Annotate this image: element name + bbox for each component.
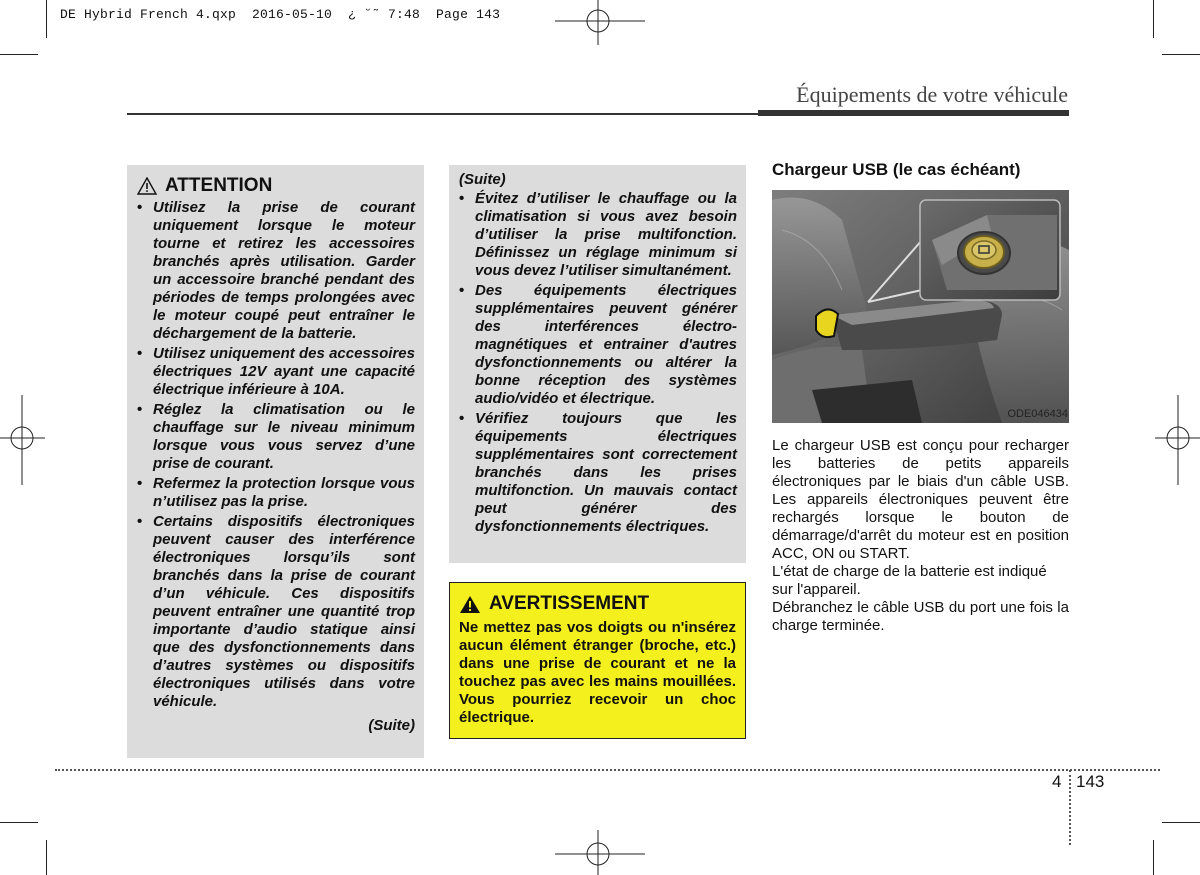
registration-mark-left-icon	[0, 395, 45, 485]
crop-mark-bottom-left-v	[46, 840, 47, 875]
crop-mark-bottom-right-h	[1162, 822, 1200, 823]
footer-rule	[55, 769, 1160, 771]
warning-title: AVERTISSEMENT	[489, 593, 650, 614]
paragraph: Le chargeur USB est conçu pour recharger les batteries de petits appareils électroniques par le biais d'un câble USB. Les appareils électroniques peuvent être rechargés lorsque le bouton de démarrage/d'arrêt du moteur est en position ACC, ON ou START.	[772, 437, 1069, 562]
warning-text: Ne mettez pas vos doigts ou n'insérez aucun élément étranger (broche, etc.) dans une prise de courant et ne la touchez pas avec les mains mouillées. Vous pourriez recevoir un choc électrique.	[459, 619, 736, 726]
list-item: • Des équipements électriques supplémentaires peuvent générer des interférences électro-magnétiques et entrainer d'autres dysfonctionnements ou altérer la bonne réception des systèmes audio/vidéo et électrique.	[459, 282, 737, 407]
list-item: • Réglez la climatisation ou le chauffage sur le niveau minimum lorsque vous vous servez d’une prise de courant.	[137, 401, 415, 472]
attention-heading	[137, 175, 415, 197]
attention-list	[137, 199, 415, 711]
footer-separator	[1069, 770, 1071, 845]
print-header: DE Hybrid French 4.qxp 2016-05-10 ¿ ˘˜ 7:48 Page 143	[60, 7, 501, 22]
crop-mark-bottom-right-v	[1153, 840, 1154, 875]
crop-mark-top-left-h	[0, 54, 38, 55]
header-rule	[127, 113, 758, 115]
page-number: 143	[1076, 772, 1105, 791]
warning-heading	[459, 593, 736, 615]
crop-mark-bottom-left-h	[0, 822, 38, 823]
image-caption: ODE046434	[1007, 408, 1068, 420]
paragraph: Débranchez le câble USB du port une fois la charge terminée.	[772, 599, 1069, 634]
list-item: • Vérifiez toujours que les équipements électriques supplémentaires sont correctement branchés dans les prises multifonction. Un mauvais contact peut générer des dysfonctionnements électriques.	[459, 410, 737, 535]
paragraph: L'état de charge de la batterie est indiqué sur l'appareil.	[772, 563, 1047, 598]
usb-charger-photo	[772, 190, 1069, 423]
car-interior-illustration	[772, 190, 1069, 423]
usb-charger-heading: Chargeur USB (le cas échéant)	[772, 160, 1021, 179]
attention-continuation-box	[449, 165, 746, 563]
registration-mark-bottom-icon	[555, 830, 645, 875]
continued-label: (Suite)	[459, 171, 506, 188]
usb-charger-description	[772, 437, 1069, 635]
header-rule-thick	[758, 110, 1069, 116]
continued-label: (Suite)	[368, 717, 415, 734]
attention-box	[127, 165, 424, 758]
list-item: • Utilisez la prise de courant uniquement lorsque le moteur tourne et retirez les accessoires branchés après utilisation. Garder un accessoire branché pendant des périodes de temps prolongées avec le moteur coupé peut entraîner le déchargement de la batterie.	[137, 199, 415, 342]
continuation-list	[459, 190, 737, 536]
list-item: • Refermez la protection lorsque vous n’utilisez pas la prise.	[137, 475, 415, 510]
section-title: Équipements de votre véhicule	[796, 82, 1068, 107]
attention-title: ATTENTION	[165, 175, 273, 196]
list-item: • Utilisez uniquement des accessoires électriques 12V ayant une capacité électrique inférieure à 10A.	[137, 345, 415, 398]
list-item: • Évitez d’utiliser le chauffage ou la climatisation si vous avez besoin d’utiliser la prise multifonction. Définissez un réglage minimum si vous devez l’utiliser simultanément.	[459, 190, 737, 279]
chapter-number: 4	[1052, 772, 1062, 791]
crop-mark-top-left-v	[46, 0, 47, 38]
warning-triangle-filled-icon	[459, 595, 481, 614]
crop-mark-top-right-v	[1153, 0, 1154, 38]
registration-mark-right-icon	[1155, 395, 1200, 485]
registration-mark-top-icon	[555, 0, 645, 45]
warning-box	[449, 582, 746, 739]
list-item: • Certains dispositifs électroniques peuvent causer des interférence électroniques lorsqu’ils sont branchés dans la prise de courant d’un véhicule. Ces dispositifs peuvent entraîner une quantité trop importante d’audio statique ainsi que des dysfonctionnements dans d’autres systèmes ou dispositifs électroniques utilisés dans votre véhicule.	[137, 513, 415, 710]
crop-mark-top-right-h	[1162, 54, 1200, 55]
warning-triangle-outline-icon	[137, 177, 157, 195]
